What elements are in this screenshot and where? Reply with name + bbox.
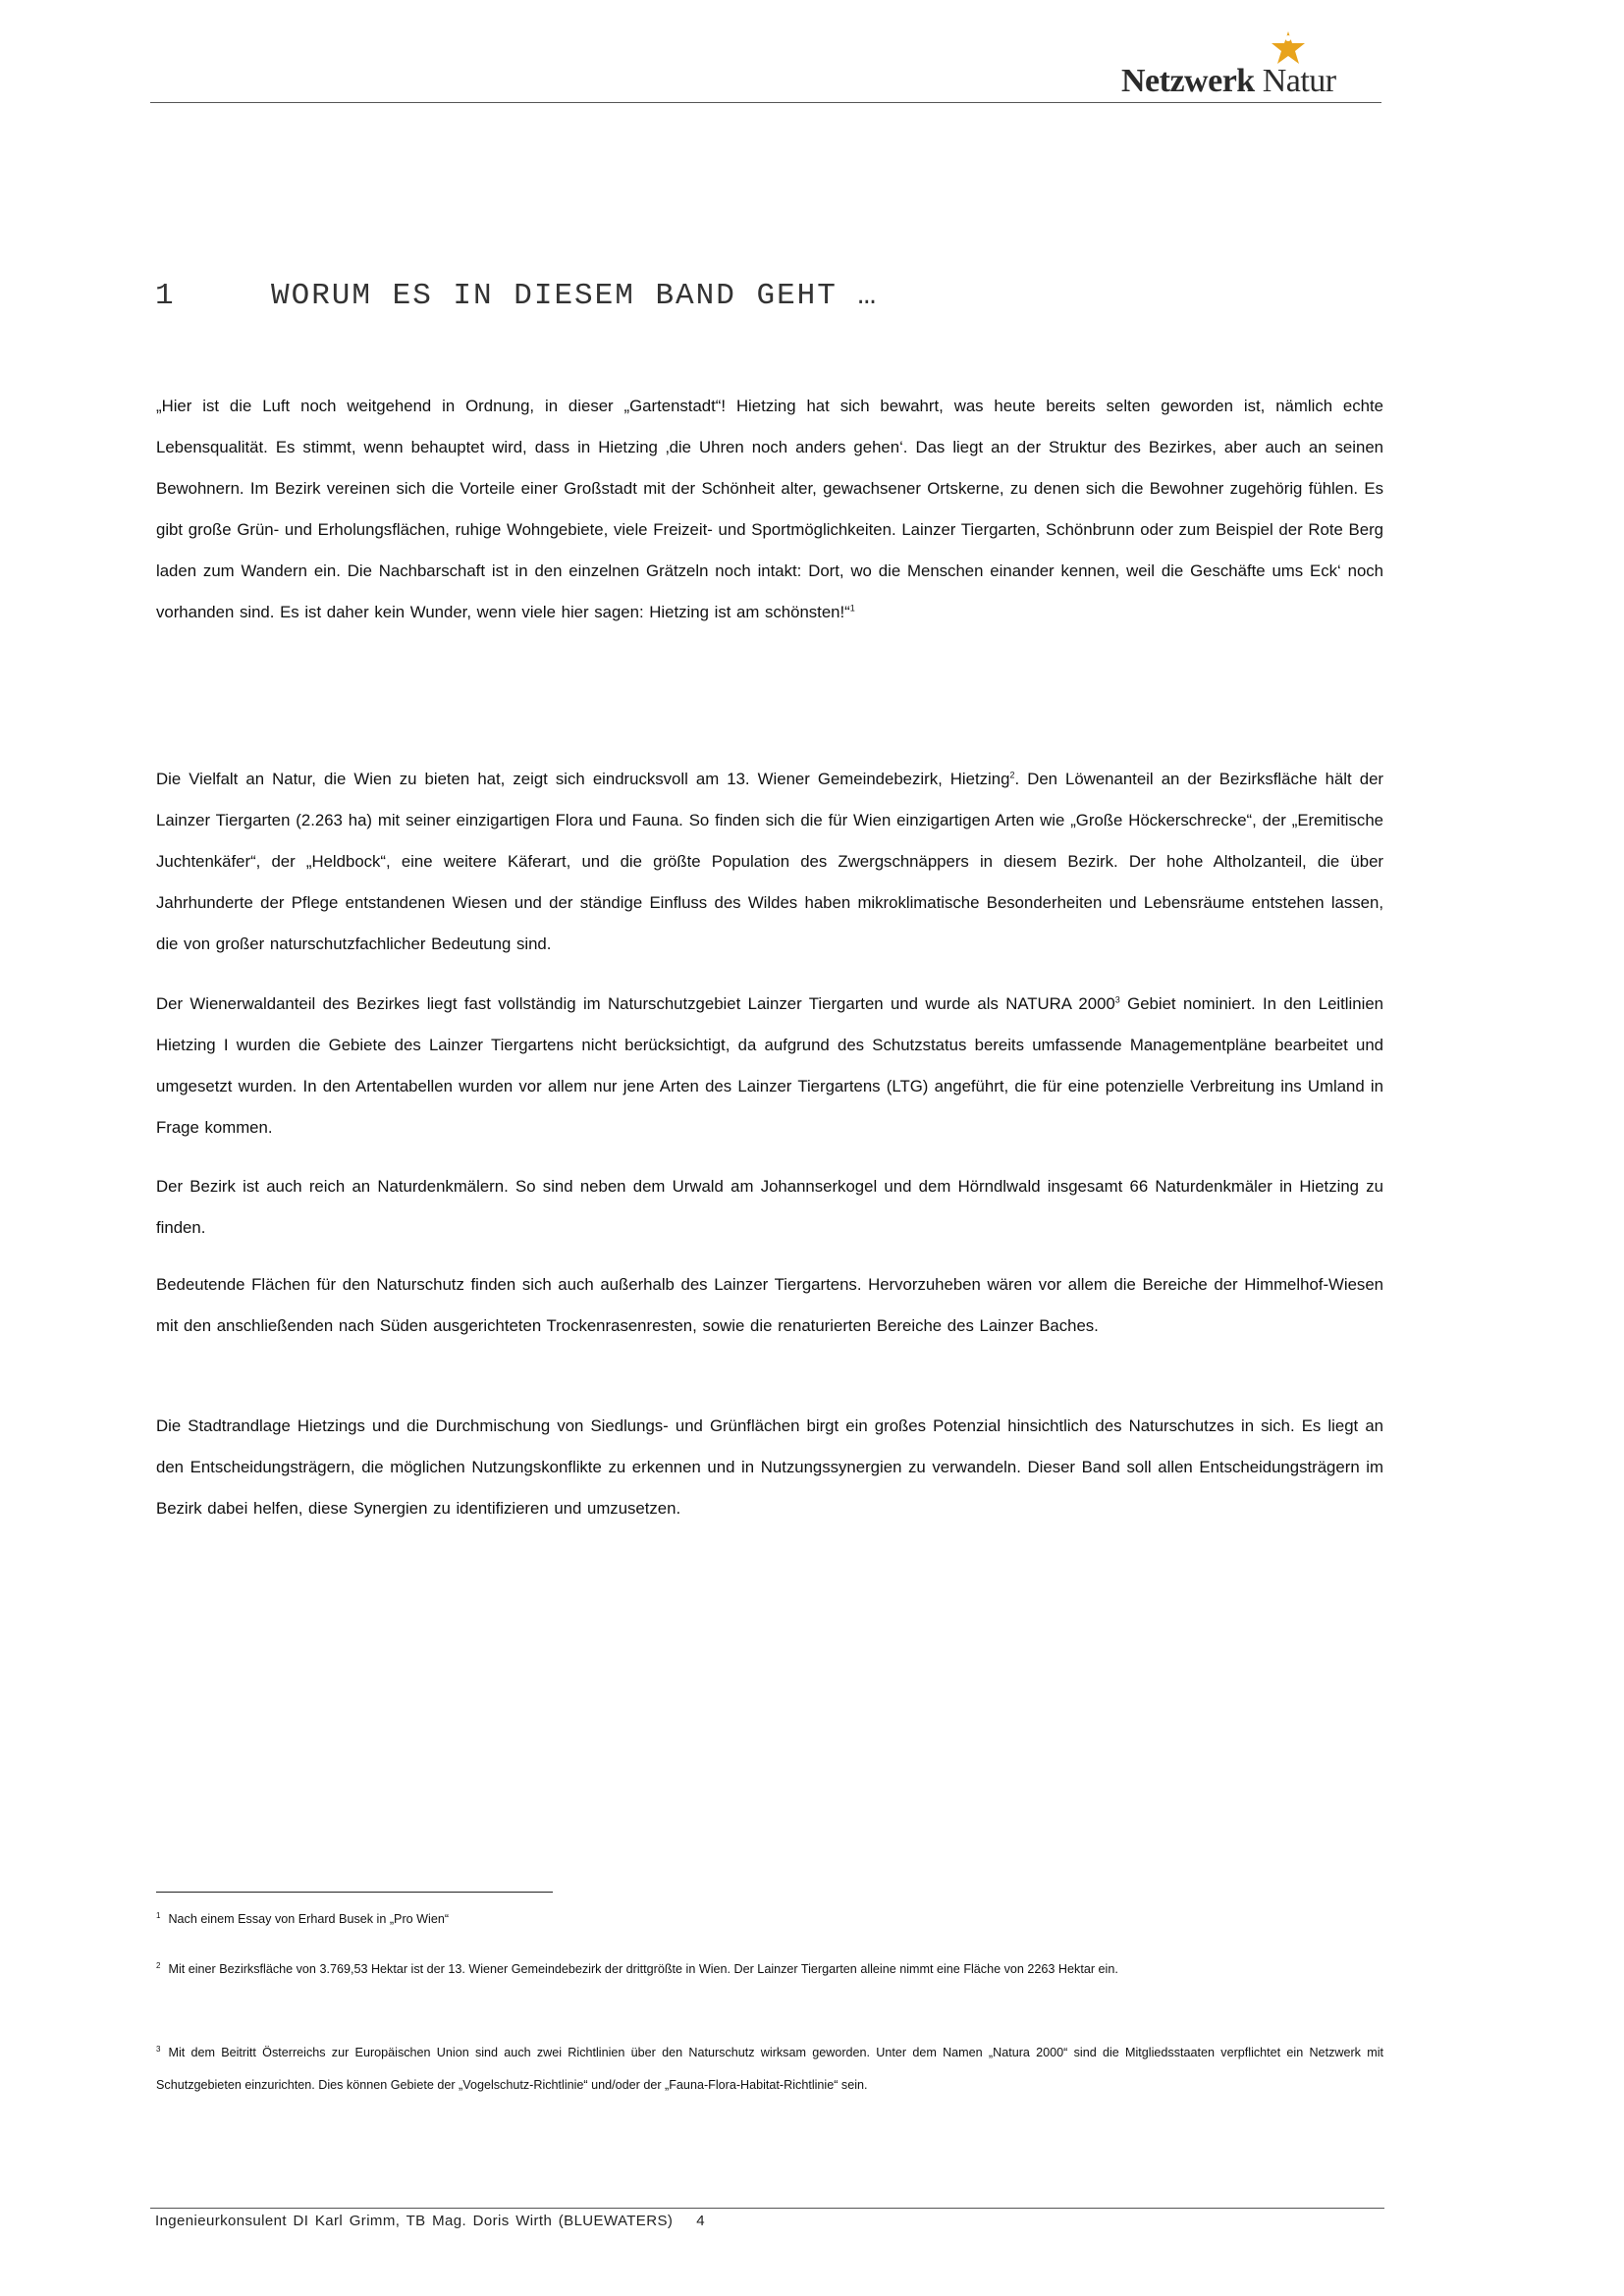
- page-number: 4: [696, 2213, 705, 2229]
- chapter-heading: [155, 279, 878, 313]
- footnote-1: [156, 1903, 1383, 1936]
- footnote-3: [156, 2037, 1383, 2102]
- footnote-ref-1[interactable]: 1: [849, 603, 855, 614]
- paragraph-vielfalt: [156, 759, 1383, 965]
- paragraph-flaechen: Bedeutende Flächen für den Naturschutz finden sich auch außerhalb des Lainzer Tiergartens. Hervorzuheben wären vor allem die Bereiche der Himmelhof-Wiesen mit den anschließenden nach Süden ausgerichteten Trockenrasenresten, sowie die renaturierten Bereiche des Lainzer Baches.: [156, 1275, 1383, 1335]
- header-divider: [150, 102, 1381, 103]
- paragraph-vielfalt-text-a: Die Vielfalt an Natur, die Wien zu bieten hat, zeigt sich eindrucksvoll am 13. Wiener Gemeindebezirk, Hietzing: [156, 770, 1010, 788]
- paragraph-stadtrandlage: Die Stadtrandlage Hietzings und die Durchmischung von Siedlungs- und Grünflächen birgt ein großes Potenzial hinsichtlich des Naturschutzes in sich. Es liegt an den Entscheidungsträgern, die möglichen Nutzungskonflikte zu erkennen und in Nutzungssynergien zu verwandeln. Dieser Band soll allen Entscheidungsträgern im Bezirk dabei helfen, diese Synergien zu identifizieren und umzusetzen.: [156, 1416, 1383, 1518]
- footnote-mark-3: 3: [156, 2044, 161, 2054]
- paragraph-quote: [156, 386, 1383, 633]
- footer-divider: [150, 2208, 1384, 2209]
- chapter-title: WORUM ES IN DIESEM BAND GEHT …: [271, 279, 879, 313]
- paragraph-wienerwald: [156, 984, 1383, 1148]
- footnote-mark-1: 1: [156, 1910, 161, 1920]
- star-figure-icon: [1269, 29, 1308, 67]
- logo-wordmark: [1121, 63, 1336, 100]
- logo-text-normal: Natur: [1262, 63, 1336, 99]
- logo-text-bold: Netzwerk: [1121, 63, 1255, 99]
- footer-authors: Ingenieurkonsulent DI Karl Grimm, TB Mag. Doris Wirth (BLUEWATERS): [155, 2213, 674, 2229]
- netzwerk-natur-logo: [1121, 29, 1382, 104]
- footnote-mark-2: 2: [156, 1960, 161, 1970]
- paragraph-wienerwald-text-a: Der Wienerwaldanteil des Bezirkes liegt fast vollständig im Naturschutzgebiet Lainzer Tiergarten und wurde als NATURA 2000: [156, 994, 1115, 1013]
- page-footer: [155, 2213, 705, 2229]
- paragraph-wienerwald-text-b: Gebiet nominiert. In den Leitlinien Hietzing I wurden die Gebiete des Lainzer Tiergartens nicht berücksichtigt, da aufgrund des Schutzstatus bereits umfassende Managementpläne bearbeitet und umgesetzt wurden. In den Artentabellen wurden vor allem nur jene Arten des Lainzer Tiergartens (LTG) angeführt, die für eine potenzielle Verbreitung ins Umland in Frage kommen.: [156, 994, 1383, 1137]
- footnote-divider: [156, 1892, 553, 1893]
- paragraph-naturdenkmaeler: Der Bezirk ist auch reich an Naturdenkmälern. So sind neben dem Urwald am Johannserkogel und dem Hörndlwald insgesamt 66 Naturdenkmäler in Hietzing zu finden.: [156, 1177, 1383, 1237]
- footnote-text-2: Mit einer Bezirksfläche von 3.769,53 Hektar ist der 13. Wiener Gemeindebezirk der drittgrößte in Wien. Der Lainzer Tiergarten alleine nimmt eine Fläche von 2263 Hektar ein.: [168, 1962, 1118, 1976]
- footnote-ref-3[interactable]: 3: [1114, 994, 1120, 1005]
- paragraph-quote-text: „Hier ist die Luft noch weitgehend in Ordnung, in dieser „Gartenstadt“! Hietzing hat sich bewahrt, was heute bereits selten geworden ist, nämlich echte Lebensqualität. Es stimmt, wenn behauptet wird, dass in Hietzing ‚die Uhren noch anders gehen‘. Das liegt an der Struktur des Bezirkes, aber auch an seinen Bewohnern. Im Bezirk vereinen sich die Vorteile einer Großstadt mit der Schönheit alter, gewachsener Ortskerne, zu denen sich die Bewohner zugehörig fühlen. Es gibt große Grün- und Erholungsflächen, ruhige Wohngebiete, viele Freizeit- und Sportmöglichkeiten. Lainzer Tiergarten, Schönbrunn oder zum Beispiel der Rote Berg laden zum Wandern ein. Die Nachbarschaft ist in den einzelnen Grätzeln noch intakt: Dort, wo die Menschen einander kennen, weil die Geschäfte ums Eck‘ noch vorhanden sind. Es ist daher kein Wunder, wenn viele hier sagen: Hietzing ist am schönsten!“: [156, 397, 1383, 621]
- paragraph-vielfalt-text-b: . Den Löwenanteil an der Bezirksfläche hält der Lainzer Tiergarten (2.263 ha) mit seiner einzigartigen Flora und Fauna. So finden sich die für Wien einzigartigen Arten wie „Große Höckerschrecke“, der „Eremitische Juchtenkäfer“, der „Heldbock“, eine weitere Käferart, und die größte Population des Zwergschnäppers in diesem Bezirk. Der hohe Altholzanteil, die über Jahrhunderte der Pflege entstandenen Wiesen und der ständige Einfluss des Wildes haben mikroklimatische Besonderheiten und Lebensräume entstehen lassen, die von großer naturschutzfachlicher Bedeutung sind.: [156, 770, 1384, 953]
- footnote-text-1: Nach einem Essay von Erhard Busek in „Pro Wien“: [168, 1912, 450, 1926]
- footnote-ref-2[interactable]: 2: [1009, 770, 1015, 780]
- footnote-2: [156, 1953, 1383, 1986]
- chapter-number: 1: [155, 279, 176, 313]
- footnote-text-3: Mit dem Beitritt Österreichs zur Europäischen Union sind auch zwei Richtlinien über den Naturschutz wirksam geworden. Unter dem Namen „Natura 2000“ sind die Mitgliedsstaaten verpflichtet ein Netzwerk mit Schutzgebieten einzurichten. Dies können Gebiete der „Vogelschutz-Richtlinie“ und/oder der „Fauna-Flora-Habitat-Richtlinie“ sein.: [156, 2046, 1383, 2092]
